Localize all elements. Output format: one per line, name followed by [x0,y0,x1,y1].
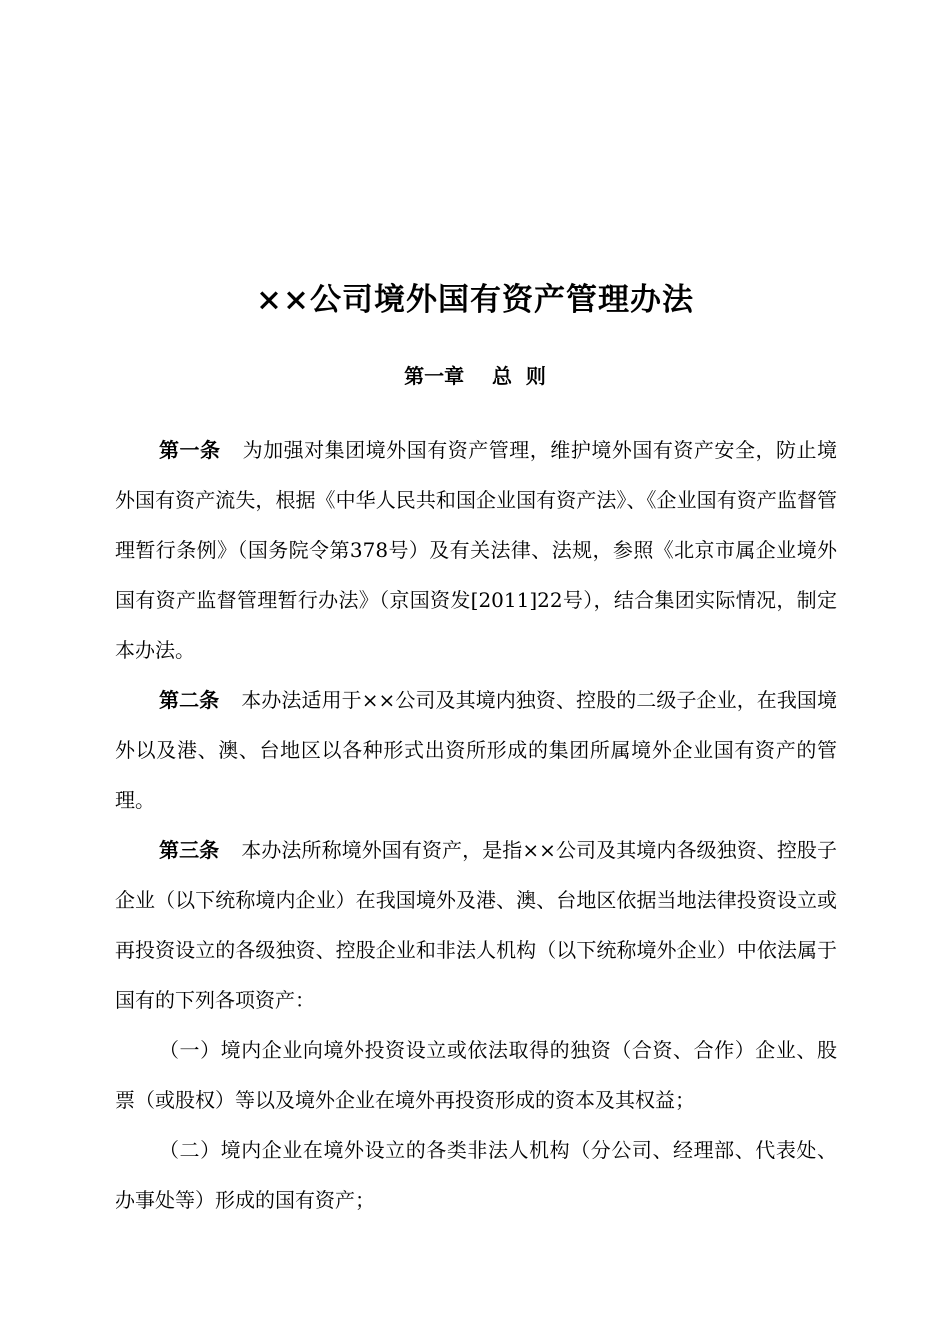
article-2 [115,675,837,825]
list-item-2: （二）境内企业在境外设立的各类非法人机构（分公司、经理部、代表处、办事处等）形成的国有资产； [115,1138,837,1212]
article-label: 第一条 [159,438,221,462]
article-label: 第二条 [159,688,220,712]
document-body [115,425,837,1225]
article-label: 第三条 [159,838,220,862]
document-title: ××公司境外国有资产管理办法 [256,282,694,318]
article-text: 本办法适用于××公司及其境内独资、控股的二级子企业，在我国境外以及港、澳、台地区以各种形式出资所形成的集团所属境外企业国有资产的管理。 [115,688,838,812]
article-3 [115,825,837,1025]
article-text: 为加强对集团境外国有资产管理，维护境外国有资产安全，防止境外国有资产流失，根据《中华人民共和国企业国有资产法》、《企业国有资产监督管理暂行条例》（国务院令第378号）及有关法律、法规，参照《北京市属企业境外国有资产监督管理暂行办法》（京国资发[2011]22号），结合集团实际情况，制定本办法。 [115,438,838,662]
chapter-heading: 第一章 总 则 [404,364,546,388]
article-1 [115,425,837,675]
list-item-1: （一）境内企业向境外投资设立或依法取得的独资（合资、合作）企业、股票（或股权）等以及境外企业在境外再投资形成的资本及其权益； [115,1038,837,1112]
article-text: 本办法所称境外国有资产，是指××公司及其境内各级独资、控股子企业（以下统称境内企业）在我国境外及港、澳、台地区依据当地法律投资设立或再投资设立的各级独资、控股企业和非法人机构（以下统称境外企业）中依法属于国有的下列各项资产： [115,838,838,1012]
